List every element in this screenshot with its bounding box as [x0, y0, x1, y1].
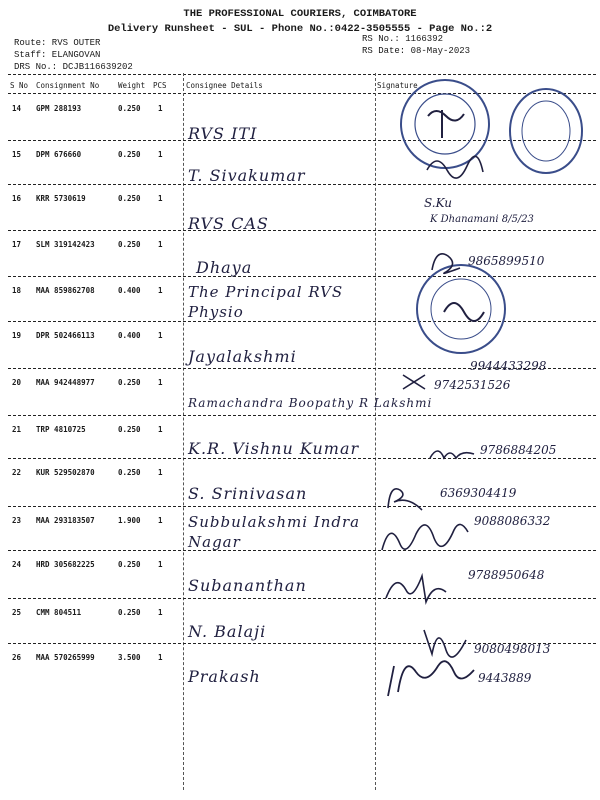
row-pcs: 1 [158, 331, 163, 340]
row-sno: 16 [12, 194, 22, 203]
row-pcs: 1 [158, 286, 163, 295]
signature-15 [425, 150, 485, 180]
row-pcs: 1 [158, 560, 163, 569]
row-signature-note: 9088086332 [474, 514, 551, 528]
row-pcs: 1 [158, 104, 163, 113]
row-consignment: TRP 4810725 [36, 425, 86, 434]
runsheet-subtitle: Delivery Runsheet - SUL - Phone No.:0422-3505555 - Page No.:2 [107, 23, 493, 35]
col-sno: S No [10, 81, 29, 90]
row-signature-note: 9944433298 [470, 359, 547, 373]
row-signature-note: 9788950648 [468, 568, 545, 582]
row-sno: 26 [12, 653, 22, 662]
row-consignment: KRR 5730619 [36, 194, 86, 203]
col-pcs: PCS [153, 81, 167, 90]
row-signature-note: 9865899510 [468, 254, 545, 268]
row-sno: 18 [12, 286, 22, 295]
row-signature-note: K Dhanamani 8/5/23 [430, 214, 534, 225]
row-sno: 24 [12, 560, 22, 569]
col-consignment: Consignment No [36, 81, 100, 90]
row-consignee: Jayalakshmi [188, 347, 297, 366]
row-separator [8, 458, 596, 459]
row-separator [8, 506, 596, 507]
row-consignee: The Principal RVS Physio [188, 283, 344, 321]
signature-17 [428, 244, 466, 278]
row-sno: 19 [12, 331, 22, 340]
row-weight: 1.900 [118, 516, 141, 525]
consignee-column-divider [183, 73, 184, 790]
col-signature: Signature [377, 81, 418, 90]
row-signature-note: 6369304419 [440, 486, 517, 500]
row-sno: 21 [12, 425, 22, 434]
college-stamp-top [506, 86, 586, 176]
row-sno: 22 [12, 468, 22, 477]
row-signature-note: 9786884205 [480, 443, 557, 457]
signature-24 [382, 568, 452, 608]
row-weight: 3.500 [118, 653, 141, 662]
row-weight: 0.250 [118, 378, 141, 387]
row-consignee: Prakash [188, 667, 261, 686]
staff-label: Staff: ELANGOVAN [14, 50, 101, 60]
row-weight: 0.250 [118, 104, 141, 113]
table-top-rule [8, 74, 596, 75]
row-consignee: T. Sivakumar [188, 166, 306, 185]
row-weight: 0.400 [118, 286, 141, 295]
row-consignment: CMM 804511 [36, 608, 82, 617]
signature-22 [384, 482, 429, 514]
row-sno: 14 [12, 104, 22, 113]
row-signature-note: 9742531526 [434, 378, 511, 392]
row-consignment: HRD 305682225 [36, 560, 95, 569]
row-sno: 15 [12, 150, 22, 159]
row-sno: 23 [12, 516, 22, 525]
row-signature-note: 9080498013 [474, 642, 551, 656]
row-separator [8, 598, 596, 599]
col-weight: Weight [118, 81, 146, 90]
signature-26 [382, 652, 482, 702]
row-consignment: MAA 942448977 [36, 378, 95, 387]
row-sno: 20 [12, 378, 22, 387]
row-signature-note: 9443889 [478, 671, 532, 685]
row-consignment: KUR 529502870 [36, 468, 95, 477]
row-weight: 0.250 [118, 194, 141, 203]
row-weight: 0.250 [118, 560, 141, 569]
row-pcs: 1 [158, 608, 163, 617]
row-pcs: 1 [158, 516, 163, 525]
signature-23 [378, 516, 473, 556]
company-title: THE PROFESSIONAL COURIERS, COIMBATORE [183, 8, 417, 20]
row-consignment: DPM 676660 [36, 150, 82, 159]
signature-column-divider [375, 73, 376, 790]
row-weight: 0.250 [118, 468, 141, 477]
row-consignee: RVS CAS [188, 214, 269, 233]
route-label: Route: RVS OUTER [14, 38, 101, 48]
row-consignment: MAA 859862708 [36, 286, 95, 295]
row-consignee: N. Balaji [188, 622, 267, 641]
row-sno: 17 [12, 240, 22, 249]
row-consignee: Ramachandra Boopathy R Lakshmi [188, 396, 433, 410]
row-pcs: 1 [158, 425, 163, 434]
row-consignment: DPR 502466113 [36, 331, 95, 340]
row-sno: 25 [12, 608, 22, 617]
row-pcs: 1 [158, 468, 163, 477]
row-consignee: K.R. Vishnu Kumar [188, 439, 360, 458]
row-weight: 0.250 [118, 240, 141, 249]
row-separator [8, 230, 596, 231]
row-separator [8, 415, 596, 416]
row-signature-note: S.Ku [424, 196, 453, 210]
signature-21 [428, 442, 478, 464]
row-consignment: SLM 319142423 [36, 240, 95, 249]
row-consignee: Dhaya [196, 258, 253, 277]
row-weight: 0.250 [118, 608, 141, 617]
row-pcs: 1 [158, 194, 163, 203]
row-pcs: 1 [158, 240, 163, 249]
row-pcs: 1 [158, 653, 163, 662]
rs-date: RS Date: 08-May-2023 [362, 46, 471, 56]
row-consignment: MAA 570265999 [36, 653, 95, 662]
rs-number: RS No.: 1166392 [362, 34, 444, 44]
row-consignee: S. Srinivasan [188, 484, 308, 503]
row-weight: 0.400 [118, 331, 141, 340]
row-weight: 0.250 [118, 150, 141, 159]
signature-20 [400, 372, 430, 392]
row-pcs: 1 [158, 378, 163, 387]
row-consignment: MAA 293183507 [36, 516, 95, 525]
row-weight: 0.250 [118, 425, 141, 434]
col-consignee: Consignee Details [186, 81, 263, 90]
row-consignment: GPM 288193 [36, 104, 82, 113]
drs-number: DRS No.: DCJB116639202 [14, 62, 133, 72]
row-pcs: 1 [158, 150, 163, 159]
row-consignee: Subbulakshmi Indra Nagar [188, 513, 361, 551]
row-consignee: RVS ITI [188, 124, 258, 143]
row-consignee: Subananthan [188, 576, 307, 595]
